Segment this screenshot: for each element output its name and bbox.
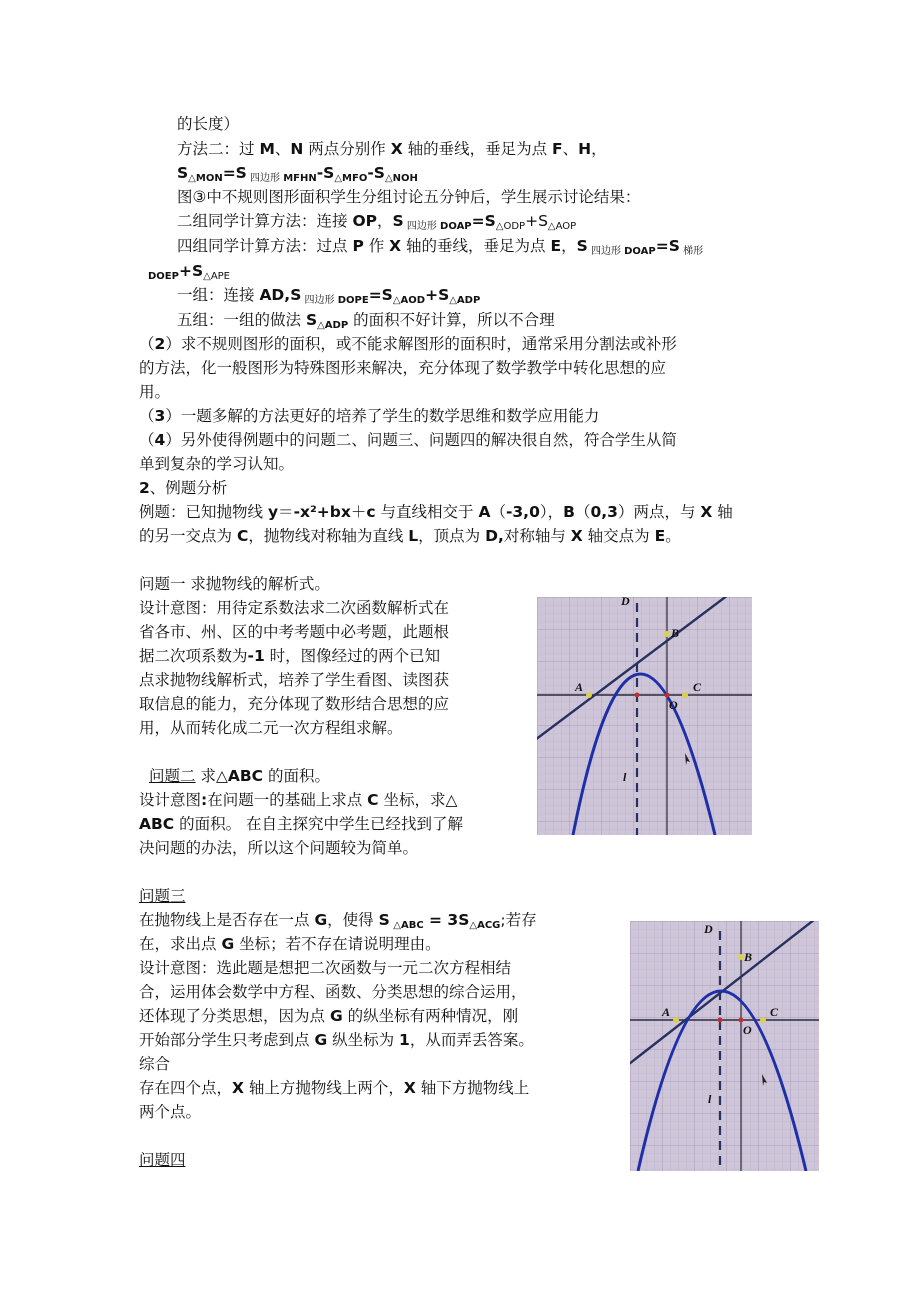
text: X [390,140,403,158]
text: B [563,503,575,521]
text: M [259,140,275,158]
text-line-1 [177,114,239,134]
text: 决问题的办法，所以这个问题较为简单。 [139,839,419,857]
question-2-title [149,766,330,786]
text: DOPE [337,295,369,306]
text: 轴交点为 [582,527,655,545]
text: F [552,140,563,158]
text: =S [222,164,247,182]
text: 轴下方抛物线上 [415,1079,530,1097]
text: ）一题多解的方法更好的培养了学生的数学思维和数学应用能力 [165,407,600,425]
text-line-3 [177,163,418,189]
text: C [236,527,249,545]
text: ;若存 [500,911,537,929]
section-heading [139,478,227,498]
label-a: A [662,1005,671,1019]
text-line [139,934,441,954]
text: △ADP [449,295,481,306]
text: 设计意图：用待定系数法求二次函数解析式在 [139,599,450,617]
text-line [139,814,463,834]
text: -1 [247,647,265,665]
text: C [367,791,379,809]
text: 、 [562,140,579,158]
text-line-15 [139,454,294,474]
text: 作 [363,237,390,255]
text: 五组：一组的做法 [177,311,306,329]
text: X [389,237,402,255]
text-line-10 [139,334,677,354]
text-line-12 [139,382,170,402]
text: N [290,140,304,158]
label-l: l [623,770,627,784]
text: +S [178,262,204,280]
text-line [139,790,457,810]
text-line [139,670,449,690]
question-4-title [139,1150,186,1170]
text: P [352,237,364,255]
graph-2-svg [630,921,819,1171]
text: 点求抛物线解析式，培养了学生看图、读图获 [139,671,450,689]
text: 例题：已知抛物线 [139,503,268,521]
text: =S [655,237,680,255]
text-line-4 [177,187,640,207]
text-line [139,598,449,618]
text: 两个点。 [139,1103,202,1121]
label-c: C [770,1005,779,1019]
text: 时，图像经过的两个已知 [264,647,441,665]
text: 一组：连接 [177,286,260,304]
text: 、例题分析 [149,479,228,497]
text: 设计意图 [139,791,202,809]
text: 的另一交点为 [139,527,237,545]
point-o [739,1018,744,1023]
text-line-7 [148,261,230,287]
text: ，使得 [327,911,379,929]
text: G [329,1007,343,1025]
text: D, [485,527,504,545]
text: MFHN [283,173,317,184]
point-c [682,692,688,698]
text: 的面积。 在自主探究中学生已经找到了解 [174,815,464,833]
text-line [139,1078,529,1098]
text: ）另外使得例题中的问题二、问题三、问题四的解决很自然，符合学生从简 [165,431,677,449]
text: ，顶点为 [418,527,486,545]
point-a [673,1017,679,1023]
point-e [718,1018,723,1023]
text-line [139,718,403,738]
text: S [392,212,404,230]
point-o [665,693,670,698]
text: S [177,164,189,182]
text: 四边形 [301,295,338,306]
text-line [139,1102,201,1122]
text: 取信息的能力，充分体现了数形结合思想的应 [139,695,450,713]
text-line-11 [139,358,666,378]
text: 的长度） [177,115,240,133]
text: △APE [203,271,231,282]
text: 在问题一的基础上求点 [207,791,368,809]
text: 4 [154,431,166,449]
text: 的方法，化一般图形为特殊图形来解决，充分体现了数学教学中转化思想的应 [139,359,667,377]
text: 综合 [139,1055,171,1073]
text-line [139,1030,534,1050]
text: E [550,237,562,255]
text: : [201,791,208,809]
text: 轴的垂线，垂足为点 [401,237,551,255]
text: 纵坐标为 [327,1031,400,1049]
text: 四边形 [587,246,625,257]
text: DOAP [440,221,472,232]
text: △NOH [384,173,418,184]
text: X [403,1079,416,1097]
text: -S [367,164,385,182]
text: X [700,503,713,521]
point-a [586,692,592,698]
text: G [221,935,235,953]
parabola-graph-photo-2 [630,921,819,1171]
text: 用。 [139,383,171,401]
text-line [139,838,418,858]
point-e [635,693,640,698]
label-d: D [704,922,713,936]
text: X [570,527,583,545]
text: ， [376,212,393,230]
text: =S [471,212,496,230]
text: 轴 [712,503,733,521]
text: △AOP [547,221,577,232]
text: 问题二 [149,767,196,785]
text: （ [574,503,591,521]
graph-1-svg [537,597,752,835]
text: △MFO [334,173,368,184]
text: （ [139,335,155,353]
text: S [378,911,390,929]
text: △ODP [495,221,526,232]
text: 问题三 [139,887,186,905]
text-line [139,622,449,642]
text: 据二次项系数为 [139,647,248,665]
text-line-9 [177,310,555,336]
text: 的纵坐标有两种情况，刚 [342,1007,519,1025]
text: 2 [139,479,150,497]
text: （ [490,503,506,521]
text: 图③中不规则图形面积学生分组讨论五分钟后，学生展示讨论结果： [177,188,641,206]
label-c: C [693,680,702,694]
text: DOEP [148,271,179,282]
text: 问题一 求抛物线的解析式。 [139,575,330,593]
text: DOAP [624,246,656,257]
text: ABC [227,767,264,785]
text: -x²+bx [293,503,351,521]
text: 在，求出点 [139,935,222,953]
text: 四边形 [403,221,441,232]
text: 对称轴与 [503,527,571,545]
text: OP [352,212,377,230]
text-line-14 [139,430,677,450]
text: 1 [399,1031,410,1049]
text: 问题四 [139,1151,186,1169]
text: =S [368,286,393,304]
label-d: D [621,597,630,608]
text: -3,0 [505,503,540,521]
text: 。 [665,527,681,545]
text: X [232,1079,244,1097]
text: 合，运用体会数学中方程、函数、分类思想的综合运用， [139,983,527,1001]
label-b: B [744,950,753,964]
question-3-title [139,886,186,906]
text: ， [561,237,577,255]
text: ABC [139,815,175,833]
text: ， [591,140,607,158]
text: +S [525,212,548,230]
text-line [139,646,440,666]
text: 求△ [195,767,228,785]
text: 还体现了分类思想，因为点 [139,1007,330,1025]
text: 四边形 [246,173,284,184]
text: ）两点，与 [617,503,701,521]
text: 单到复杂的学习认知。 [139,455,295,473]
text: （ [139,431,155,449]
text: ＋ [350,503,367,521]
text: 两点分别作 [303,140,391,158]
text: A [478,503,491,521]
text: c [366,503,376,521]
text: +S [425,286,450,304]
text-line [139,1006,518,1026]
text: 3 [154,407,166,425]
text: ＝ [278,503,294,521]
text: 与直线相交于 [375,503,479,521]
label-l: l [708,1092,712,1106]
text: AD,S [259,286,302,304]
grid-major [537,597,752,835]
text-line [139,958,511,978]
text: △ACG [469,920,501,931]
text: G [314,1031,328,1049]
text: S [576,237,588,255]
parabola-graph-photo-1 [537,597,752,835]
label-o: O [743,1023,752,1037]
text-line-17 [139,502,733,522]
text: y [267,503,279,521]
text: 的面积。 [263,767,330,785]
text-line [139,1054,170,1074]
label-o: O [669,698,678,712]
text-line-2 [177,139,607,159]
text-line-6 [177,236,703,262]
text-line-8 [177,285,480,311]
text-line-13 [139,406,599,426]
text: 开始部分学生只考虑到点 [139,1031,315,1049]
text: 梯形 [679,246,704,257]
text: 、 [274,140,291,158]
text: = 3S [423,911,470,929]
text: ）求不规则图形的面积，或不能求解图形的面积时，通常采用分割法或补形 [165,335,677,353]
text: ）， [539,503,564,521]
text-line [139,982,527,1002]
text: 轴的垂线，垂足为点 [402,140,553,158]
text: E [654,527,666,545]
text: △MON [188,173,223,184]
text: △ABC [389,920,424,931]
question-1-title [139,574,330,594]
text: 四组同学计算方法：过点 [177,237,353,255]
text: 二组同学计算方法：连接 [177,212,353,230]
text: 0,3 [590,503,618,521]
text: △AOD [392,295,426,306]
text: 省各市、州、区的中考考题中必考题，此题根 [139,623,450,641]
text: 存在四个点， [139,1079,233,1097]
text: L [408,527,419,545]
text-line [139,694,449,714]
label-b: B [671,626,680,640]
text: ，从而弄丢答案。 [409,1031,534,1049]
text: 方法二：过 [177,140,260,158]
text: 设计意图：选此题是想把二次函数与一元二次方程相结 [139,959,512,977]
text: S [305,311,318,329]
label-a: A [575,680,584,694]
text: -S [316,164,335,182]
text: （ [139,407,155,425]
text: H [578,140,592,158]
text: 2 [154,335,166,353]
text: ，抛物线对称轴为直线 [248,527,409,545]
grid-major [630,921,819,1171]
text: 轴上方抛物线上两个， [243,1079,404,1097]
text: △ADP [317,320,349,331]
text: 在抛物线上是否存在一点 [139,911,315,929]
text: 的面积不好计算，所以不合理 [348,311,555,329]
point-c [760,1017,766,1023]
text-line [139,910,537,936]
text: 坐标，求△ [378,791,458,809]
text: G [314,911,328,929]
text-line-5 [177,211,576,237]
text: 坐标；若不存在请说明理由。 [234,935,441,953]
text-line-18 [139,526,681,546]
point-b [664,631,670,637]
text: 用，从而转化成二元一次方程组求解。 [139,719,403,737]
